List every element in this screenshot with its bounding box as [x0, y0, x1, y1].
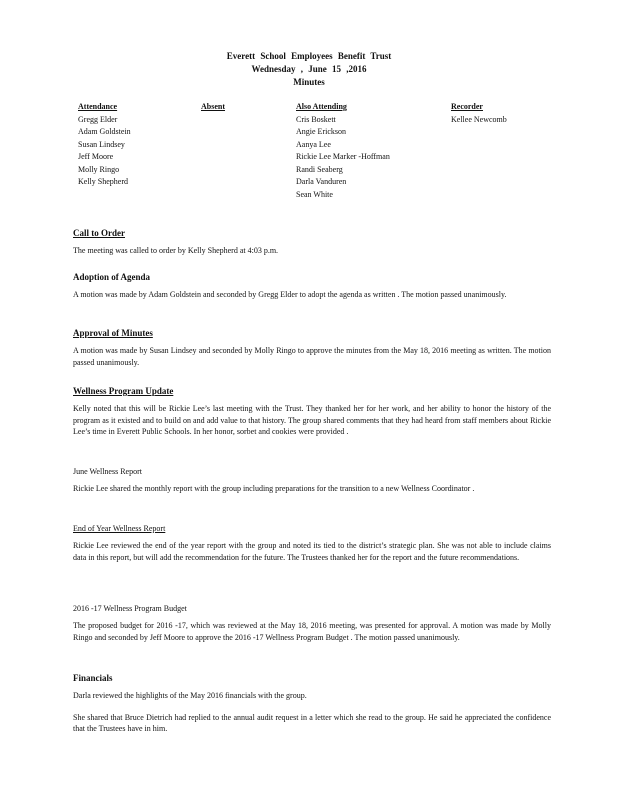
doc-subtitle: Minutes	[293, 77, 325, 87]
attendee: Susan Lindsey	[78, 139, 125, 149]
guest: Randi Seaberg	[296, 164, 343, 174]
recorder-column	[451, 101, 507, 126]
section-wellness-update	[73, 386, 551, 438]
guest: Angie Erickson	[296, 127, 346, 136]
section-end-of-year-report	[73, 524, 551, 563]
attendee: Molly Ringo	[78, 164, 120, 174]
guest: Cris Boskett	[296, 114, 336, 124]
section-text: Darla reviewed the highlights of the May 2016 financials with the group.	[73, 691, 307, 700]
section-heading: Financials	[73, 673, 113, 683]
section-heading: Approval of Minutes	[73, 328, 153, 338]
section-call-to-order	[73, 228, 551, 257]
attendee: Adam Goldstein	[78, 127, 131, 136]
meeting-date: Wednesday , June 15 ,2016	[251, 64, 367, 74]
attendance-heading: Attendance	[78, 102, 118, 111]
attendee: Gregg Elder	[78, 114, 118, 124]
section-heading: 2016 -17 Wellness Program Budget	[73, 604, 187, 613]
guest: Aanya Lee	[296, 139, 331, 149]
also-attending-heading: Also Attending	[296, 102, 347, 111]
section-text: She shared that Bruce Dietrich had replied to the annual audit request in a letter which she read to the group. He said he appreciated the confidence that the Trustees have in him.	[73, 712, 551, 733]
section-text: Kelly noted that this will be Rickie Lee’s last meeting with the Trust. They thanked her for her work, and her ability to honor the history of the program as it existed and to build on and add value to that history. The group shared comments that they had heard from staff members about Rickie Lee’s time in Everett Public Schools. In her honor, sorbet and cookies were provided .	[73, 404, 551, 436]
section-text: The proposed budget for 2016 -17, which was reviewed at the May 18, 2016 meeting, was presented for approval. A motion was made by Molly Ringo and seconded by Jeff Moore to approve the 2016 -17 Wellness Program Budget . The motion passed unanimously.	[73, 621, 551, 642]
section-heading: June Wellness Report	[73, 467, 142, 476]
section-heading: Wellness Program Update	[73, 386, 174, 396]
section-text: The meeting was called to order by Kelly Shepherd at 4:03 p.m.	[73, 246, 279, 255]
section-financials	[73, 673, 551, 735]
section-june-report	[73, 467, 551, 495]
section-text: A motion was made by Adam Goldstein and seconded by Gregg Elder to adopt the agenda as written . The motion passed unanimously.	[73, 290, 507, 299]
section-text: Rickie Lee reviewed the end of the year report with the group and noted its tied to the district’s strategic plan. She was not able to include claims data in this report, but will add the recommendation for the future. The Trustees thanked her for the report and the future recommendations.	[73, 541, 551, 562]
doc-title: Everett School Employees Benefit Trust	[226, 51, 392, 61]
section-heading: End of Year Wellness Report	[73, 524, 166, 533]
section-heading: Call to Order	[73, 228, 125, 238]
recorder-name: Kellee Newcomb	[451, 114, 507, 124]
recorder-heading: Recorder	[451, 102, 483, 111]
guest: Sean White	[296, 189, 333, 199]
section-budget	[73, 604, 551, 643]
section-text: Rickie Lee shared the monthly report with the group including preparations for the transition to a new Wellness Coordinator .	[73, 484, 475, 493]
guest: Rickie Lee Marker -Hoffman	[296, 152, 390, 161]
section-heading: Adoption of Agenda	[73, 272, 151, 282]
attendance-column	[78, 101, 131, 189]
section-adoption-of-agenda	[73, 272, 551, 301]
absent-heading: Absent	[201, 102, 226, 111]
guest: Darla Vanduren	[296, 177, 347, 186]
absent-column	[201, 101, 225, 114]
attendee: Kelly Shepherd	[78, 177, 128, 186]
section-text: A motion was made by Susan Lindsey and seconded by Molly Ringo to approve the minutes from the May 18, 2016 meeting as written. The motion passed unanimously.	[73, 346, 551, 367]
attendee: Jeff Moore	[78, 152, 114, 161]
section-approval-of-minutes	[73, 328, 551, 368]
also-attending-column	[296, 101, 390, 201]
